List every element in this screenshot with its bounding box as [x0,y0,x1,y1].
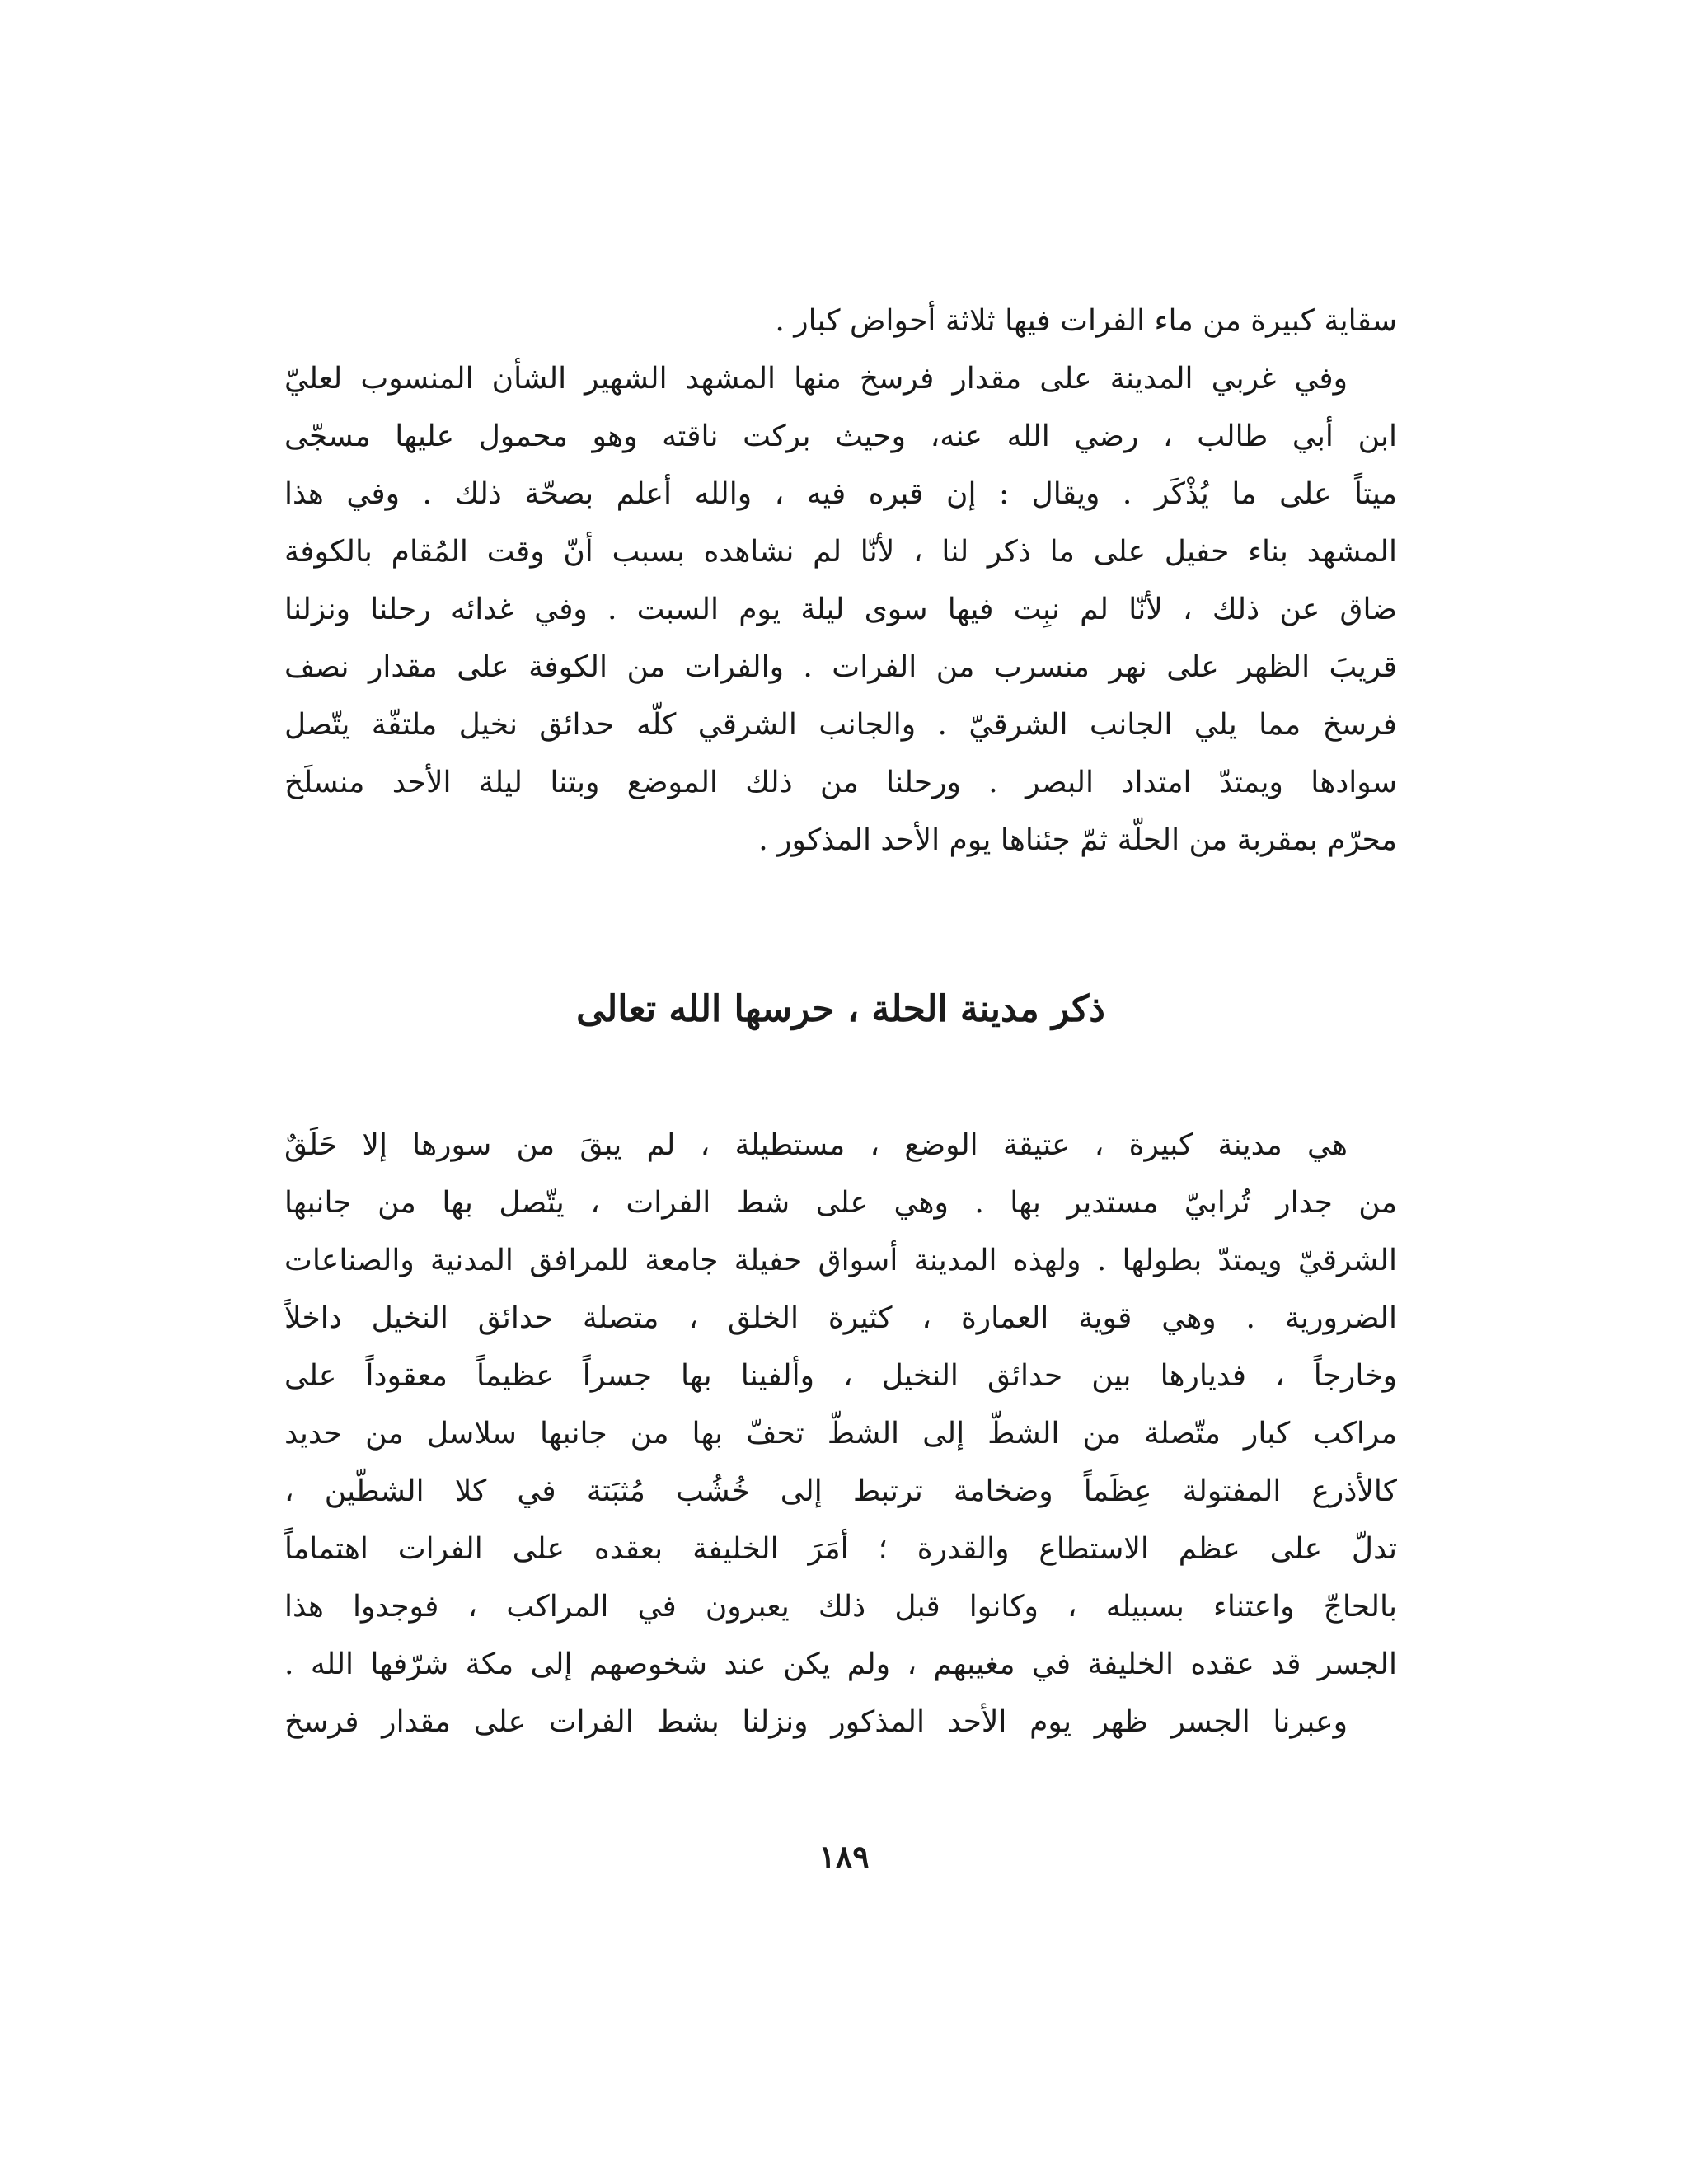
text-line: بالحاجّ واعتناء بسبيله ، وكانوا قبل ذلك يعبرون في المراكب ، فوجدوا هذا [284,1590,1397,1624]
text-line: وخارجاً ، فديارها بين حدائق النخيل ، وألفينا بها جسراً عظيماً معقوداً على [284,1359,1397,1393]
text-line: كالأذرع المفتولة عِظَماً وضخامة ترتبط إلى خُشُب مُثبَتة في كلا الشطّين ، [284,1474,1397,1508]
text-line: مراكب كبار متّصلة من الشطّ إلى الشطّ تحفّ بها من جانبها سلاسل من حديد [284,1417,1397,1451]
text-line: فرسخ مما يلي الجانب الشرقيّ . والجانب الشرقي كلّه حدائق نخيل ملتفّة يتّصل [284,708,1397,742]
page-number: ١٨٩ [818,1838,870,1875]
paragraph-top [284,293,1397,869]
text-line: قريبَ الظهر على نهر منسرب من الفرات . والفرات من الكوفة على مقدار نصف [284,650,1397,684]
text-line: الضرورية . وهي قوية العمارة ، كثيرة الخلق ، متصلة حدائق النخيل داخلاً [284,1301,1397,1335]
text-line: الشرقيّ ويمتدّ بطولها . ولهذه المدينة أسواق حفيلة جامعة للمرافق المدنية والصناعات [284,1244,1397,1277]
text-line: وفي غربي المدينة على مقدار فرسخ منها المشهد الشهير الشأن المنسوب لعليّ [284,362,1348,396]
section-heading: ذكر مدينة الحلة ، حرسها الله تعالى [576,988,1105,1030]
text-line: سقاية كبيرة من ماء الفرات فيها ثلاثة أحواض كبار . [775,304,1397,338]
text-line: تدلّ على عظم الاستطاع والقدرة ؛ أمَرَ الخليفة بعقده على الفرات اهتماماً [284,1532,1397,1566]
text-line: المشهد بناء حفيل على ما ذكر لنا ، لأنّا لم نشاهده بسبب أنّ وقت المُقام بالكوفة [284,535,1397,569]
text-line: ضاق عن ذلك ، لأنّا لم نبِت فيها سوى ليلة يوم السبت . وفي غدائه رحلنا ونزلنا [284,593,1397,626]
text-line: من جدار تُرابيّ مستدير بها . وهي على شط الفرات ، يتّصل بها من جانبها [284,1186,1397,1220]
text-line: هي مدينة كبيرة ، عتيقة الوضع ، مستطيلة ، لم يبقَ من سورها إلا حَلَقٌ [284,1128,1348,1162]
text-line: سوادها ويمتدّ امتداد البصر . ورحلنا من ذلك الموضع وبتنا ليلة الأحد منسلَخ [284,766,1397,799]
paragraph-bottom [284,1117,1397,1751]
text-line: ابن أبي طالب ، رضي الله عنه، وحيث بركت ناقته وهو محمول عليها مسجّى [284,419,1397,453]
text-line: محرّم بمقربة من الحلّة ثمّ جئناها يوم الأحد المذكور . [758,823,1397,857]
text-line: ميتاً على ما يُذْكَر . ويقال : إن قبره فيه ، والله أعلم بصحّة ذلك . وفي هذا [284,477,1397,511]
text-line: وعبرنا الجسر ظهر يوم الأحد المذكور ونزلنا بشط الفرات على مقدار فرسخ [284,1705,1348,1739]
text-line: الجسر قد عقده الخليفة في مغيبهم ، ولم يكن عند شخوصهم إلى مكة شرّفها الله . [284,1647,1397,1681]
